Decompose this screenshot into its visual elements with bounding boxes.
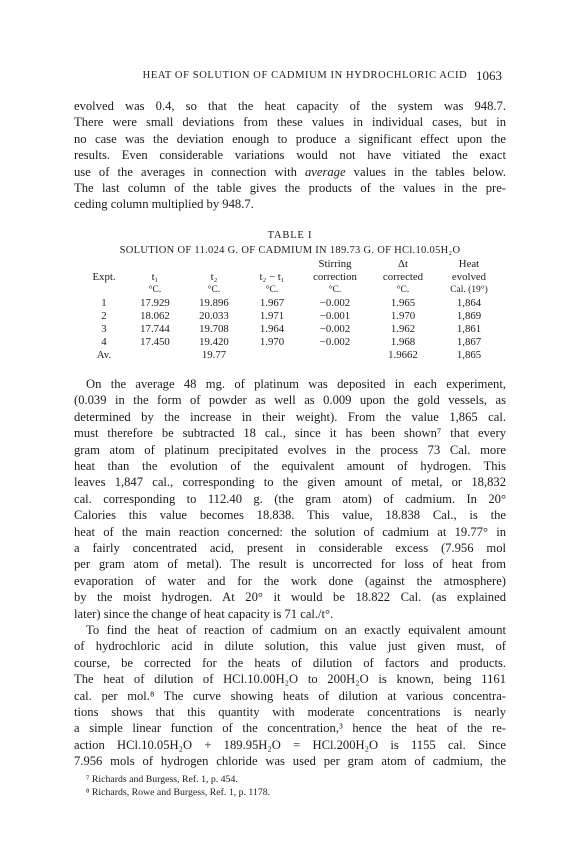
text-line: evolved was 0.4, so that the heat capacity of the system was 948.7. [74,99,506,113]
text-line: course, be corrected for the heats of dilution of factors and products. [74,655,506,670]
text-line: heat of the main reaction concerned: the solution of cadmium at 19.77° in [74,524,506,539]
text-fragment: values in the tables below. [345,164,506,179]
text-line: no case was the deviation enough to produce a significant effect upon the [74,131,506,146]
table-header-cell: evolved [451,271,487,283]
table-header-cell: t₁ [151,271,159,283]
text-line: 7.956 mols of hydrogen chloride was used per gram atom of cadmium, the [74,754,506,769]
text-line: There were small deviations from these values in individual cases, but in [74,115,506,130]
text-line: by the moist hydrogen. At 20° it would be 18.822 Cal. (as explained [74,590,506,605]
table-cell: 1,861 [456,323,482,335]
table-cell [126,349,184,362]
table-cell: 2 [101,310,107,322]
text-line: cal. per mol.⁸ The curve showing heats of dilution at various concentra- [74,688,506,703]
table-cell [300,349,370,362]
table-header-cell [244,258,300,271]
table-cell: −0.002 [319,336,351,348]
table-cell [244,349,300,362]
table-cell: 3 [101,323,107,335]
table-cell: 1.971 [259,310,285,322]
table-cell: 1.965 [390,297,416,309]
table-average-row [82,349,502,362]
table-header-cell: Stirring [318,258,352,270]
table-cell: 1,864 [456,297,482,309]
table-cell: 1.970 [259,336,285,348]
table-header-cell: corrected [382,271,424,283]
text-line: a fairly concentrated acid, present in considerable excess (7.956 mol [74,541,506,556]
emphasis-average: average [305,164,346,179]
unit-cell: Cal. (19°) [450,285,488,295]
table-header-cell [184,258,244,271]
text-line: evaporation of water and for the work done (against the atmosphere) [74,573,506,588]
page-number: 1063 [476,68,502,83]
text-line: results. Even considerable variations would not have vitiated the exact [74,148,506,163]
table-cell: −0.001 [319,310,351,322]
text-fragment: use of the averages in connection with [74,164,305,179]
table-units-row [82,284,502,297]
text-line: cal. corresponding to 112.40 g. (the gram atom) of cadmium. In 20° [74,491,506,506]
table-cell: 1.970 [390,310,416,322]
table-cell: 4 [101,336,107,348]
results-table [82,258,502,362]
table-header-cell: Δt [398,258,408,270]
table-cell: 17.744 [140,323,170,335]
table-cell: 1.9662 [388,349,418,361]
table-header-cell: t₂ − t₁ [259,271,285,283]
table-row [82,336,502,349]
text-line: later) since the change of heat capacity is 71 cal./t°. [74,606,334,621]
paragraph-dilution-correction [74,622,506,770]
text-line: The heat of dilution of HCl.10.00H₂O to 200H₂O is known, being 1161 [74,672,506,687]
table-label: TABLE I [267,230,313,241]
table-cell: 1,869 [456,310,482,322]
unit-cell [82,284,126,297]
running-head: HEAT OF SOLUTION OF CADMIUM IN HYDROCHLORIC ACID [142,70,468,81]
table-row [82,323,502,336]
table-cell: 20.033 [199,310,229,322]
text-line: ceding column multiplied by 948.7. [74,197,254,212]
table-header-cell: Expt. [92,271,116,283]
table-title: SOLUTION OF 11.024 G. OF CADMIUM IN 189.73 G. OF HCl.10.05H₂O [119,245,461,256]
table-row [82,310,502,323]
table-header-cell: Heat [458,258,480,270]
table-cell: 1.962 [390,323,416,335]
table-cell: 19.420 [199,336,229,348]
text-line: The last column of the table gives the products of the values in the pre- [74,181,506,196]
unit-cell: °C. [396,285,410,295]
table-cell: 1,865 [456,349,482,361]
unit-cell: °C. [328,285,342,295]
unit-cell: °C. [148,285,162,295]
table-cell: 1,867 [456,336,482,348]
table-header-cell: correction [313,271,357,283]
text-line: tions shows that this quantity with moderate concentrations is nearly [74,705,506,720]
table-cell: 1 [101,297,107,309]
table-row [82,297,502,310]
table-cell: 19.708 [199,323,229,335]
table-header-cell [126,258,184,271]
footnote-8: ⁸ Richards, Rowe and Burgess, Ref. 1, p. 1178. [86,787,271,798]
table-cell: 19.896 [199,297,229,309]
table-cell: 17.929 [140,297,170,309]
paragraph-platinum-correction [74,376,506,622]
text-line: heat than the evolution of the equivalent amount of hydrogen. This [74,459,506,474]
text-line: must therefore be subtracted 18 cal., since it has been shown⁷ that every [74,426,506,441]
table-header-row-bottom [82,271,502,284]
text-line: On the average 48 mg. of platinum was deposited in each experiment, [86,377,506,391]
table-header-cell: t₂ [210,271,218,283]
text-line [74,164,506,180]
text-line: gram atom of platinum precipitated evolves in the process 73 Cal. more [74,442,506,457]
text-line: of hydrochloric acid in dilute solution, this value just given must, of [74,639,506,654]
footnote-7: ⁷ Richards and Burgess, Ref. 1, p. 454. [86,774,238,785]
text-line: (0.039 in the form of powder as well as 0.009 upon the gold vessels, as [74,393,506,408]
table-cell: Av. [96,349,112,361]
text-line: leaves 1,847 cal., corresponding to the given amount of metal, or 18,832 [74,475,506,490]
table-cell: 1.968 [390,336,416,348]
table-cell: 1.967 [259,297,285,309]
text-line: a simple linear function of the concentration,³ hence the heat of the re- [74,721,506,736]
text-line: action HCl.10.05H₂O + 189.95H₂O = HCl.200H₂O is 1155 cal. Since [74,737,506,752]
table-header-cell [82,258,126,271]
table-header-row-top [82,258,502,271]
table-cell: 17.450 [140,336,170,348]
text-line: determined by the increase in their weight). From the value 1,865 cal. [74,409,506,424]
unit-cell: °C. [265,285,279,295]
table-cell: −0.002 [319,297,351,309]
text-line: To find the heat of reaction of cadmium on an exactly equivalent amount [86,623,506,637]
table-cell: −0.002 [319,323,351,335]
table-cell: 19.77 [201,349,227,361]
text-line: Calories this value becomes 18.838. This value, 18.838 Cal., is the [74,508,506,523]
text-line: per gram atom of metal). The result is uncorrected for loss of heat from [74,557,506,572]
intro-paragraph [74,98,506,213]
table-cell: 1.964 [259,323,285,335]
unit-cell: °C. [207,285,221,295]
table-cell: 18.062 [140,310,170,322]
